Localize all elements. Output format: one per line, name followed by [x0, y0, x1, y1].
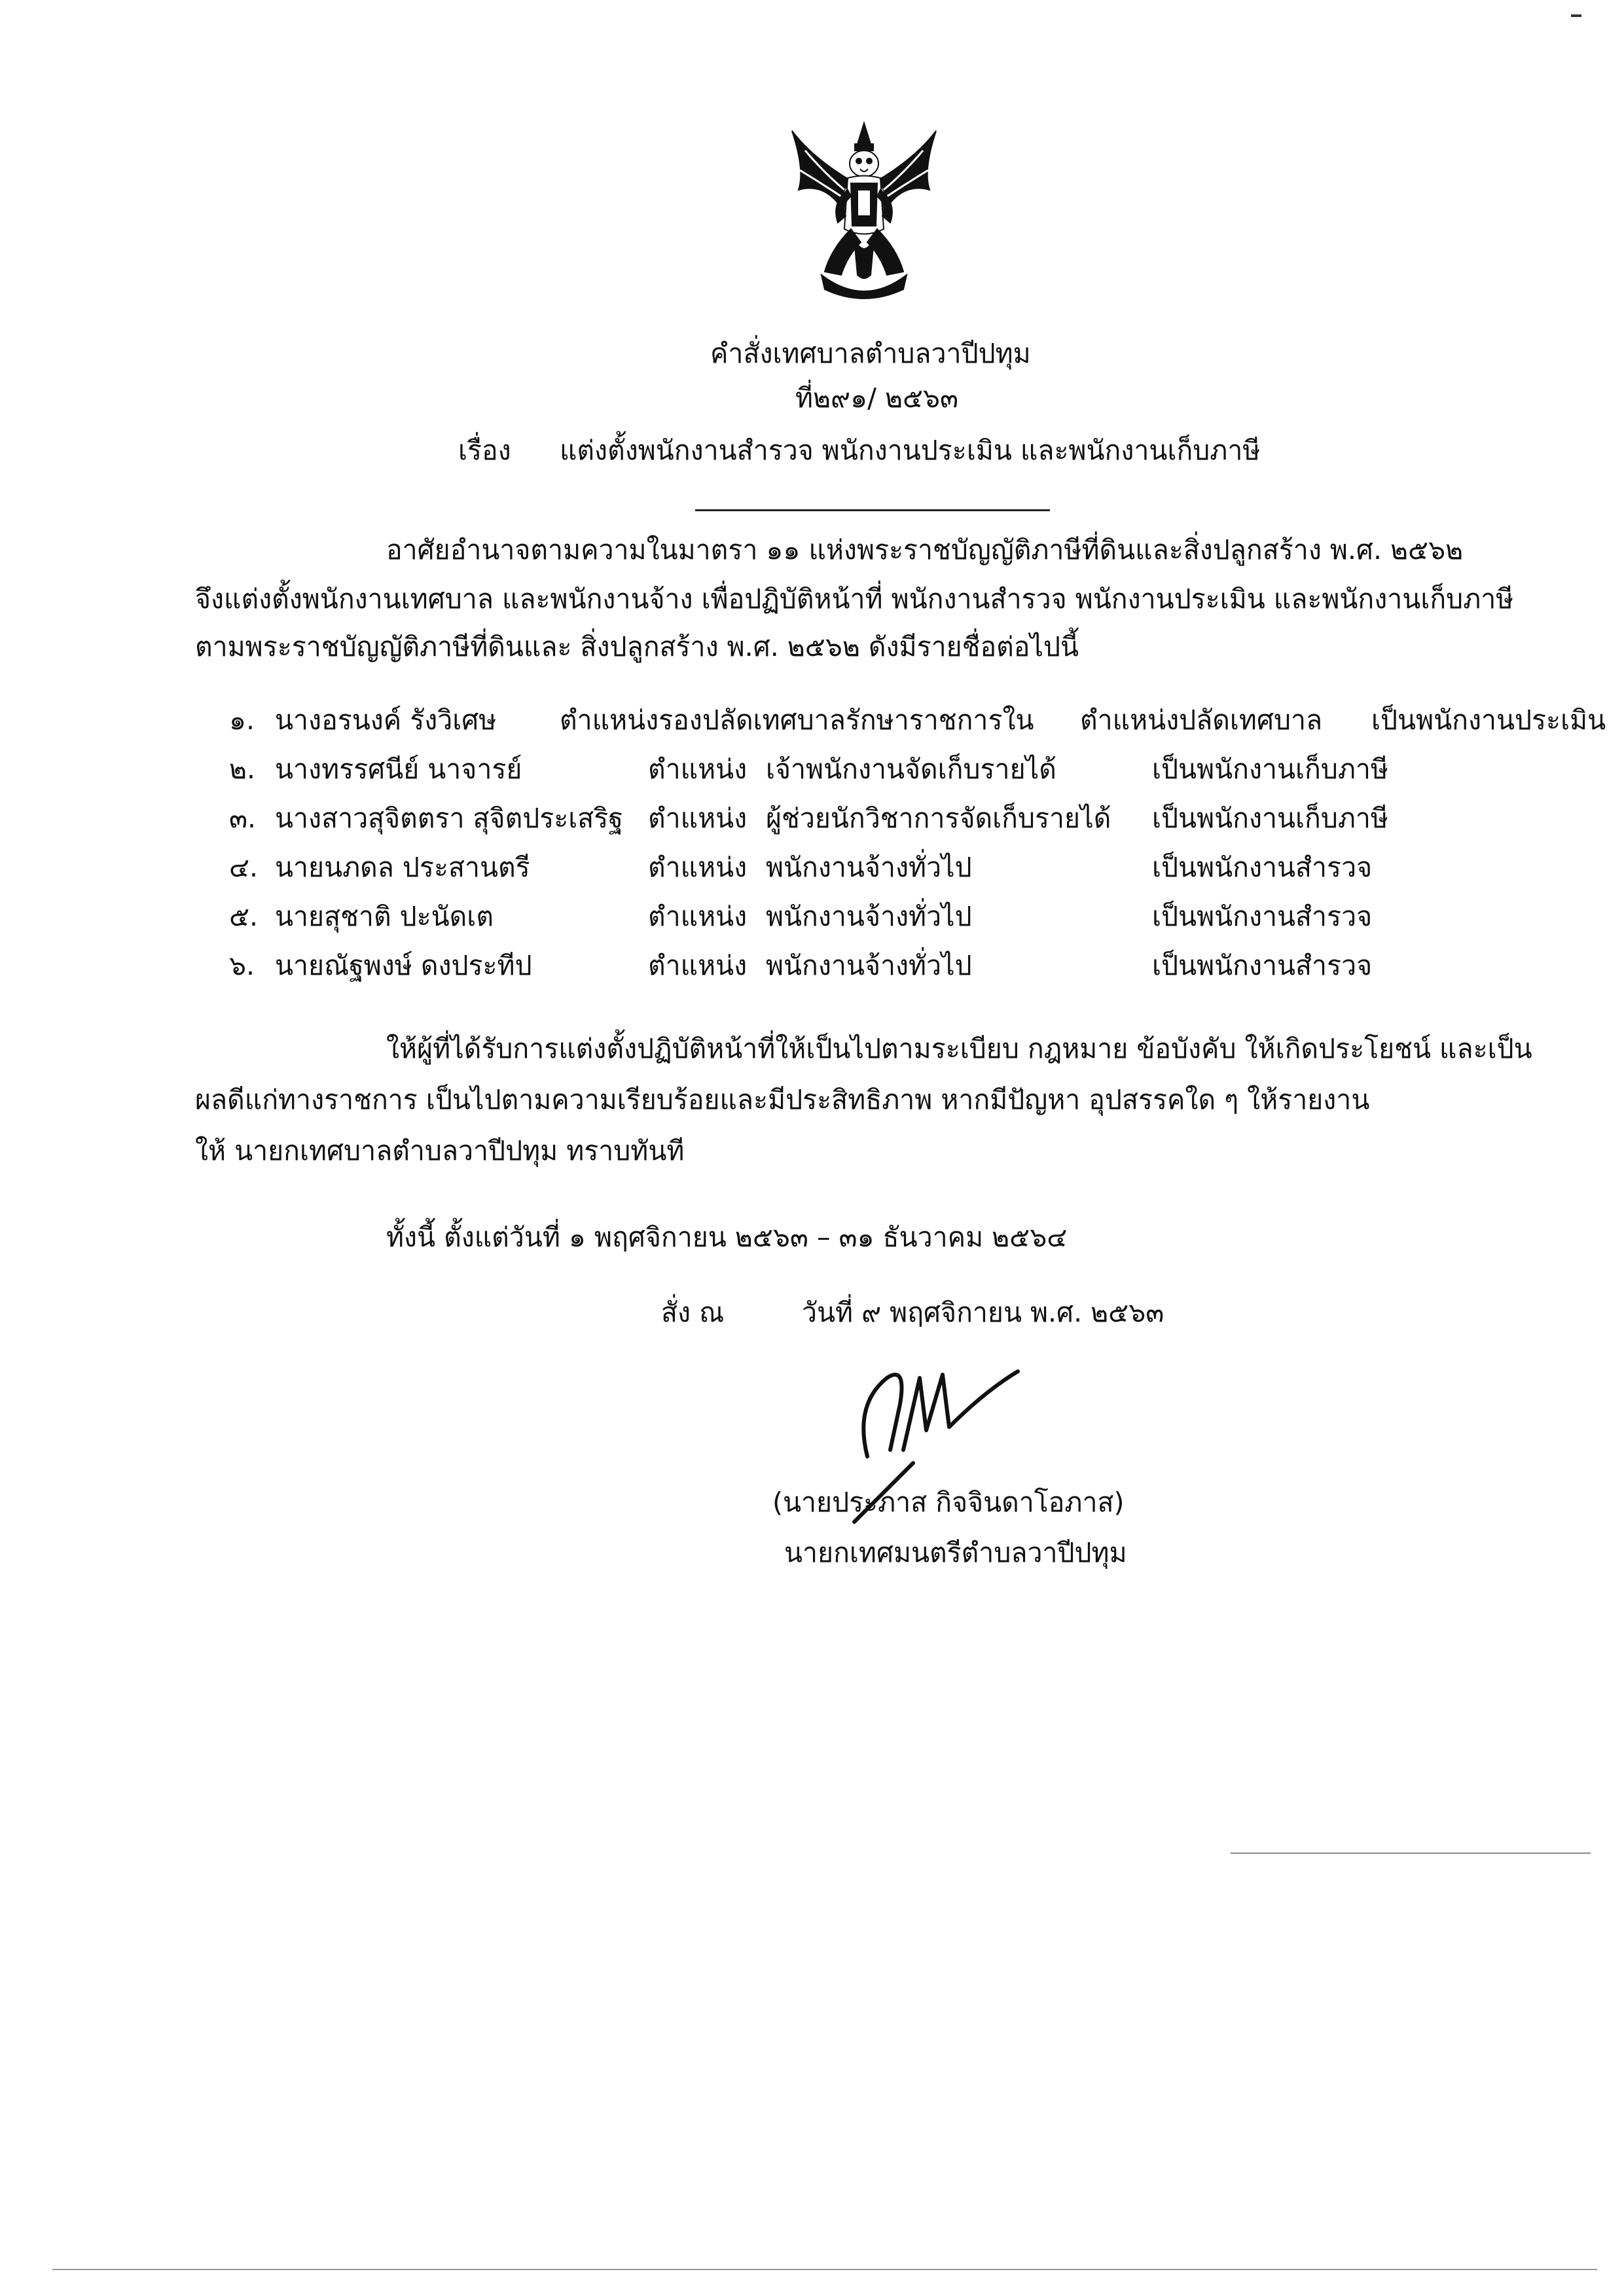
- appointee-position-label: ตำแหน่ง: [648, 803, 748, 834]
- scan-mark: [1571, 14, 1581, 17]
- instruction-line-3: ให้ นายกเทศบาลตำบลวาปีปทุม ทราบทันที: [195, 1135, 685, 1166]
- instruction-line-2: ผลดีแก่ทางราชการ เป็นไปตามความเรียบร้อยและมีประสิทธิภาพ หากมีปัญหา อุปสรรคใด ๆ ให้รายงาน: [195, 1084, 1370, 1115]
- appointee-duty: เป็นพนักงานประเมิน: [1371, 704, 1606, 736]
- appointee-row: [229, 799, 1591, 838]
- ordered-at-label: สั่ง ณ: [661, 1297, 725, 1328]
- appointee-name: นายณัฐพงษ์ ดงประทีป: [275, 950, 532, 981]
- intro-line-2: จึงแต่งตั้งพนักงานเทศบาล และพนักงานจ้าง เพื่อปฏิบัติหน้าที่ พนักงานสำรวจ พนักงานประเมิน และพนักงานเก็บภาษี: [195, 583, 1514, 615]
- appointee-number: ๕.: [229, 901, 259, 932]
- effective-period: ทั้งนี้ ตั้งแต่วันที่ ๑ พฤศจิกายน ๒๕๖๓ – ๓๑ ธันวาคม ๒๕๖๔: [386, 1221, 1068, 1253]
- appointee-position: พนักงานจ้างทั่วไป: [766, 901, 972, 932]
- appointee-duty: เป็นพนักงานเก็บภาษี: [1152, 753, 1388, 785]
- appointee-position: พนักงานจ้างทั่วไป: [766, 852, 972, 883]
- appointee-name: นายสุชาติ ปะนัดเต: [275, 901, 494, 932]
- appointee-number: ๑.: [229, 704, 255, 736]
- ordered-date: วันที่ ๙ พฤศจิกายน พ.ศ. ๒๕๖๓: [802, 1297, 1164, 1328]
- appointee-name: นางสาวสุจิตตรา สุจิตประเสริฐ: [275, 803, 623, 834]
- appointee-position: ผู้ช่วยนักวิชาการจัดเก็บรายได้: [766, 803, 1111, 834]
- instruction-line-1: ให้ผู้ที่ได้รับการแต่งตั้งปฏิบัติหน้าที่ให้เป็นไปตามระเบียบ กฎหมาย ข้อบังคับ ให้เกิดประโยชน์ และเป็น: [386, 1033, 1532, 1064]
- appointee-row: [229, 946, 1591, 985]
- appointee-number: ๓.: [229, 803, 257, 834]
- appointee-name: นายนภดล ประสานตรี: [275, 852, 530, 883]
- appointee-position-label: ตำแหน่ง: [648, 950, 748, 981]
- intro-line-3: ตามพระราชบัญญัติภาษีที่ดินและ สิ่งปลูกสร้าง พ.ศ. ๒๕๖๒ ดังมีรายชื่อต่อไปนี้: [195, 631, 1079, 662]
- header-divider: [695, 509, 1050, 511]
- appointee-number: ๒.: [229, 753, 256, 785]
- scan-mark: [52, 2269, 1597, 2270]
- appointee-position: พนักงานจ้างทั่วไป: [766, 950, 972, 981]
- appointee-duty: เป็นพนักงานสำรวจ: [1152, 852, 1373, 883]
- appointee-position-label: ตำแหน่ง: [648, 852, 748, 883]
- appointee-position-label: ตำแหน่ง: [648, 901, 748, 932]
- appointee-row: [229, 897, 1591, 936]
- intro-line-1: อาศัยอำนาจตามความในมาตรา ๑๑ แห่งพระราชบัญญัติภาษีที่ดินและสิ่งปลูกสร้าง พ.ศ. ๒๕๖๒: [386, 534, 1464, 566]
- order-number: ที่๒๙๑/ ๒๕๖๓: [795, 382, 959, 414]
- garuda-emblem-icon: [785, 118, 943, 308]
- subject-text: แต่งตั้งพนักงานสำรวจ พนักงานประเมิน และพนักงานเก็บภาษี: [560, 435, 1261, 466]
- appointee-duty: เป็นพนักงานสำรวจ: [1152, 901, 1373, 932]
- appointee-name: นางอรนงค์ รังวิเศษ: [275, 704, 497, 736]
- appointee-duty: เป็นพนักงานเก็บภาษี: [1152, 803, 1388, 834]
- appointee-row: [229, 750, 1591, 789]
- order-title: คำสั่งเทศบาลตำบลวาปีปทุม: [710, 338, 1031, 369]
- appointee-number: ๖.: [229, 950, 255, 981]
- appointee-number: ๔.: [229, 852, 259, 883]
- appointee-position: เจ้าพนักงานจัดเก็บรายได้: [766, 753, 1056, 785]
- appointee-position-label: ตำแหน่งรองปลัดเทศบาลรักษาราชการใน: [560, 704, 1034, 736]
- appointee-position-label: ตำแหน่ง: [648, 753, 748, 785]
- scan-mark: [1231, 1852, 1591, 1854]
- appointee-row: [229, 848, 1591, 887]
- subject-label: เรื่อง: [458, 435, 511, 466]
- signer-name: (นายประภาส กิจจินดาโอภาส): [772, 1487, 1125, 1518]
- appointee-name: นางทรรศนีย์ นาจารย์: [275, 753, 522, 785]
- signer-title: นายกเทศมนตรีตำบลวาปีปทุม: [784, 1537, 1127, 1568]
- appointee-position: ตำแหน่งปลัดเทศบาล: [1080, 704, 1323, 736]
- appointee-duty: เป็นพนักงานสำรวจ: [1152, 950, 1373, 981]
- appointee-row: [229, 700, 1606, 740]
